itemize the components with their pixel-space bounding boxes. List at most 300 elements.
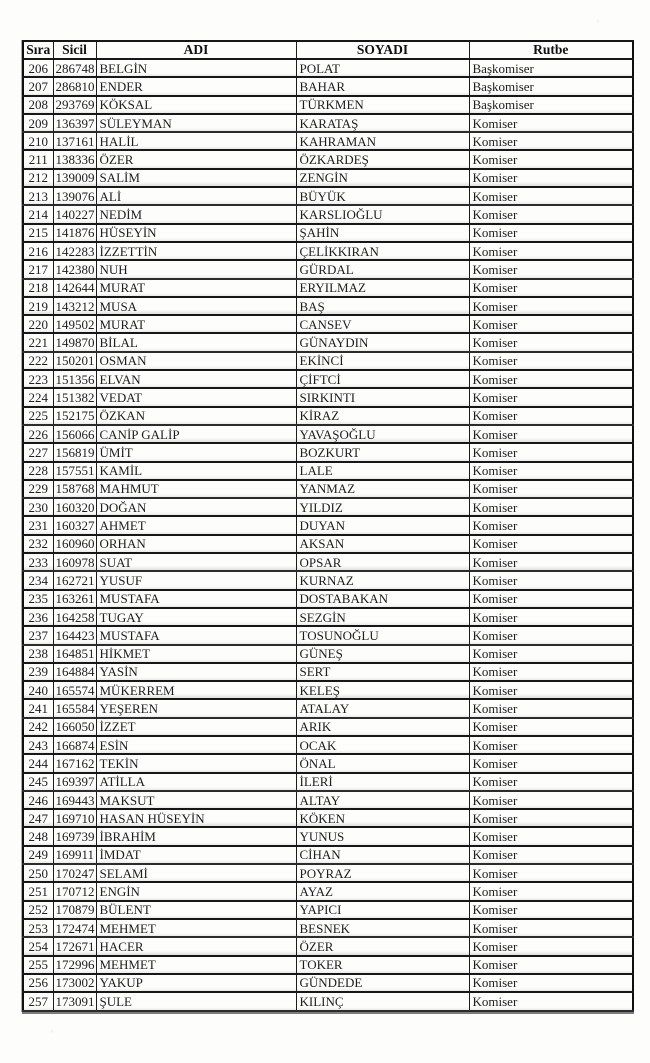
cell-sira: 224 <box>23 388 53 406</box>
cell-rutbe: Komiser <box>469 480 633 498</box>
cell-adi: MÜKERREM <box>96 681 296 699</box>
cell-sicil: 137161 <box>53 132 96 150</box>
table-row <box>23 827 633 845</box>
table-row <box>23 864 633 882</box>
cell-rutbe: Komiser <box>469 224 633 242</box>
cell-sira: 222 <box>23 352 53 370</box>
cell-sicil: 286810 <box>53 77 96 95</box>
cell-soyadi: DUYAN <box>296 516 469 534</box>
cell-adi: ESİN <box>96 736 296 754</box>
cell-soyadi: SEZGİN <box>296 608 469 626</box>
cell-sicil: 170712 <box>53 882 96 900</box>
cell-rutbe: Komiser <box>469 754 633 772</box>
cell-sira: 207 <box>23 77 53 95</box>
cell-soyadi: AKSAN <box>296 535 469 553</box>
cell-rutbe: Komiser <box>469 132 633 150</box>
cell-adi: YASİN <box>96 663 296 681</box>
cell-sicil: 150201 <box>53 352 96 370</box>
cell-soyadi: BÜYÜK <box>296 187 469 205</box>
cell-adi: MEHMET <box>96 919 296 937</box>
cell-sicil: 149870 <box>53 333 96 351</box>
cell-sira: 242 <box>23 718 53 736</box>
cell-soyadi: CİHAN <box>296 846 469 864</box>
cell-adi: MURAT <box>96 315 296 333</box>
cell-sira: 208 <box>23 96 53 114</box>
cell-soyadi: BESNEK <box>296 919 469 937</box>
table-row <box>23 937 633 955</box>
table-row <box>23 169 633 187</box>
cell-sira: 225 <box>23 407 53 425</box>
cell-sicil: 160327 <box>53 516 96 534</box>
cell-soyadi: GÜNAYDIN <box>296 333 469 351</box>
cell-sira: 229 <box>23 480 53 498</box>
cell-adi: HACER <box>96 937 296 955</box>
cell-adi: DOĞAN <box>96 498 296 516</box>
header-sira: Sıra <box>23 41 53 59</box>
cell-sicil: 162721 <box>53 571 96 589</box>
cell-rutbe: Komiser <box>469 498 633 516</box>
cell-adi: MUSTAFA <box>96 626 296 644</box>
cell-adi: İMDAT <box>96 846 296 864</box>
cell-sicil: 138336 <box>53 150 96 168</box>
cell-rutbe: Komiser <box>469 535 633 553</box>
cell-sira: 236 <box>23 608 53 626</box>
cell-adi: SELAMİ <box>96 864 296 882</box>
cell-rutbe: Komiser <box>469 114 633 132</box>
table-header <box>23 41 633 59</box>
cell-sicil: 165584 <box>53 699 96 717</box>
cell-rutbe: Komiser <box>469 827 633 845</box>
cell-sira: 257 <box>23 992 53 1011</box>
cell-sira: 212 <box>23 169 53 187</box>
cell-sira: 254 <box>23 937 53 955</box>
cell-soyadi: GÜNEŞ <box>296 645 469 663</box>
cell-rutbe: Komiser <box>469 425 633 443</box>
table-row <box>23 187 633 205</box>
cell-adi: MUSTAFA <box>96 590 296 608</box>
cell-adi: ALİ <box>96 187 296 205</box>
cell-soyadi: ÖZKARDEŞ <box>296 150 469 168</box>
table-row <box>23 352 633 370</box>
cell-rutbe: Komiser <box>469 809 633 827</box>
cell-adi: KAMİL <box>96 462 296 480</box>
cell-adi: İZZETTİN <box>96 242 296 260</box>
cell-rutbe: Komiser <box>469 315 633 333</box>
table-row <box>23 114 633 132</box>
cell-soyadi: OPSAR <box>296 553 469 571</box>
cell-soyadi: KILINÇ <box>296 992 469 1011</box>
table-row <box>23 681 633 699</box>
cell-sicil: 139076 <box>53 187 96 205</box>
cell-sira: 246 <box>23 791 53 809</box>
cell-sicil: 169443 <box>53 791 96 809</box>
cell-rutbe: Komiser <box>469 297 633 315</box>
table-row <box>23 224 633 242</box>
cell-rutbe: Komiser <box>469 333 633 351</box>
cell-sira: 253 <box>23 919 53 937</box>
cell-adi: MEHMET <box>96 956 296 974</box>
cell-rutbe: Komiser <box>469 608 633 626</box>
cell-rutbe: Komiser <box>469 718 633 736</box>
cell-sira: 226 <box>23 425 53 443</box>
cell-sira: 218 <box>23 279 53 297</box>
table-row <box>23 480 633 498</box>
cell-adi: BELGİN <box>96 59 296 77</box>
cell-sicil: 173091 <box>53 992 96 1011</box>
cell-adi: CANİP GALİP <box>96 425 296 443</box>
cell-sira: 206 <box>23 59 53 77</box>
cell-rutbe: Başkomiser <box>469 59 633 77</box>
cell-adi: MURAT <box>96 279 296 297</box>
table-row <box>23 443 633 461</box>
cell-adi: ENDER <box>96 77 296 95</box>
cell-adi: VEDAT <box>96 388 296 406</box>
cell-adi: ŞULE <box>96 992 296 1011</box>
cell-adi: MUSA <box>96 297 296 315</box>
cell-soyadi: TOKER <box>296 956 469 974</box>
table-row <box>23 242 633 260</box>
header-rutbe: Rutbe <box>469 41 633 59</box>
cell-sicil: 160960 <box>53 535 96 553</box>
table-row <box>23 882 633 900</box>
cell-rutbe: Komiser <box>469 443 633 461</box>
cell-soyadi: ZENGİN <box>296 169 469 187</box>
table-row <box>23 571 633 589</box>
table-row <box>23 846 633 864</box>
cell-sira: 255 <box>23 956 53 974</box>
cell-sicil: 156066 <box>53 425 96 443</box>
table-body <box>23 59 633 1011</box>
cell-soyadi: KARATAŞ <box>296 114 469 132</box>
cell-soyadi: ERYILMAZ <box>296 279 469 297</box>
cell-sira: 245 <box>23 773 53 791</box>
table-row <box>23 773 633 791</box>
cell-sicil: 164258 <box>53 608 96 626</box>
cell-adi: SALİM <box>96 169 296 187</box>
cell-sira: 256 <box>23 974 53 992</box>
cell-adi: ATİLLA <box>96 773 296 791</box>
cell-sira: 235 <box>23 590 53 608</box>
table-row <box>23 388 633 406</box>
cell-rutbe: Komiser <box>469 407 633 425</box>
cell-rutbe: Komiser <box>469 169 633 187</box>
cell-soyadi: ÖNAL <box>296 754 469 772</box>
cell-sira: 215 <box>23 224 53 242</box>
cell-sicil: 169397 <box>53 773 96 791</box>
cell-soyadi: GÜRDAL <box>296 260 469 278</box>
cell-sicil: 166050 <box>53 718 96 736</box>
cell-sira: 227 <box>23 443 53 461</box>
table-row <box>23 919 633 937</box>
table-row <box>23 626 633 644</box>
table-row <box>23 553 633 571</box>
table-row <box>23 77 633 95</box>
cell-soyadi: BAŞ <box>296 297 469 315</box>
cell-soyadi: SERT <box>296 663 469 681</box>
table-row <box>23 992 633 1011</box>
cell-rutbe: Komiser <box>469 388 633 406</box>
cell-adi: HİKMET <box>96 645 296 663</box>
cell-rutbe: Komiser <box>469 242 633 260</box>
cell-rutbe: Komiser <box>469 626 633 644</box>
cell-sicil: 170247 <box>53 864 96 882</box>
cell-adi: MAHMUT <box>96 480 296 498</box>
cell-rutbe: Komiser <box>469 663 633 681</box>
cell-sicil: 142644 <box>53 279 96 297</box>
cell-sira: 238 <box>23 645 53 663</box>
cell-adi: SÜLEYMAN <box>96 114 296 132</box>
table-row <box>23 663 633 681</box>
cell-sicil: 172474 <box>53 919 96 937</box>
cell-sira: 244 <box>23 754 53 772</box>
cell-sira: 216 <box>23 242 53 260</box>
cell-soyadi: ÇİFTCİ <box>296 370 469 388</box>
cell-sicil: 166874 <box>53 736 96 754</box>
cell-soyadi: ÖZER <box>296 937 469 955</box>
cell-rutbe: Komiser <box>469 370 633 388</box>
table-row <box>23 333 633 351</box>
cell-soyadi: YAVAŞOĞLU <box>296 425 469 443</box>
table-row <box>23 699 633 717</box>
cell-sicil: 163261 <box>53 590 96 608</box>
personnel-table <box>22 40 634 1012</box>
cell-soyadi: YUNUS <box>296 827 469 845</box>
cell-rutbe: Komiser <box>469 882 633 900</box>
cell-soyadi: YANMAZ <box>296 480 469 498</box>
cell-soyadi: ÇELİKKIRAN <box>296 242 469 260</box>
table-row <box>23 791 633 809</box>
cell-sicil: 165574 <box>53 681 96 699</box>
cell-adi: YEŞEREN <box>96 699 296 717</box>
cell-adi: İBRAHİM <box>96 827 296 845</box>
table-row <box>23 132 633 150</box>
header-adi: ADI <box>96 41 296 59</box>
cell-sira: 213 <box>23 187 53 205</box>
cell-sicil: 172996 <box>53 956 96 974</box>
cell-soyadi: KARSLIOĞLU <box>296 205 469 223</box>
cell-adi: ENGİN <box>96 882 296 900</box>
cell-rutbe: Komiser <box>469 590 633 608</box>
table-row <box>23 96 633 114</box>
cell-sira: 228 <box>23 462 53 480</box>
cell-soyadi: KİRAZ <box>296 407 469 425</box>
cell-rutbe: Komiser <box>469 462 633 480</box>
cell-soyadi: LALE <box>296 462 469 480</box>
cell-adi: TEKİN <box>96 754 296 772</box>
cell-sira: 211 <box>23 150 53 168</box>
cell-sicil: 293769 <box>53 96 96 114</box>
cell-soyadi: KELEŞ <box>296 681 469 699</box>
cell-soyadi: TÜRKMEN <box>296 96 469 114</box>
cell-adi: ÖZER <box>96 150 296 168</box>
cell-sicil: 140227 <box>53 205 96 223</box>
table-row <box>23 150 633 168</box>
cell-sira: 232 <box>23 535 53 553</box>
cell-soyadi: KURNAZ <box>296 571 469 589</box>
cell-adi: AHMET <box>96 516 296 534</box>
cell-adi: ORHAN <box>96 535 296 553</box>
table-row <box>23 260 633 278</box>
header-row <box>23 41 633 59</box>
cell-sira: 252 <box>23 901 53 919</box>
table-row <box>23 809 633 827</box>
cell-sicil: 173002 <box>53 974 96 992</box>
cell-adi: OSMAN <box>96 352 296 370</box>
cell-sicil: 156819 <box>53 443 96 461</box>
cell-adi: ÖZKAN <box>96 407 296 425</box>
cell-sicil: 286748 <box>53 59 96 77</box>
cell-sicil: 160320 <box>53 498 96 516</box>
cell-rutbe: Başkomiser <box>469 96 633 114</box>
cell-adi: SUAT <box>96 553 296 571</box>
cell-adi: BİLAL <box>96 333 296 351</box>
cell-sira: 219 <box>23 297 53 315</box>
cell-sira: 220 <box>23 315 53 333</box>
cell-sira: 210 <box>23 132 53 150</box>
cell-sira: 241 <box>23 699 53 717</box>
cell-sira: 240 <box>23 681 53 699</box>
cell-sira: 221 <box>23 333 53 351</box>
cell-adi: NEDİM <box>96 205 296 223</box>
cell-adi: HALİL <box>96 132 296 150</box>
cell-sira: 248 <box>23 827 53 845</box>
header-sicil: Sicil <box>53 41 96 59</box>
cell-sicil: 142283 <box>53 242 96 260</box>
table-row <box>23 297 633 315</box>
cell-sira: 209 <box>23 114 53 132</box>
cell-sira: 231 <box>23 516 53 534</box>
cell-sicil: 170879 <box>53 901 96 919</box>
cell-soyadi: GÜNDEDE <box>296 974 469 992</box>
cell-rutbe: Komiser <box>469 773 633 791</box>
table-row <box>23 754 633 772</box>
cell-soyadi: TOSUNOĞLU <box>296 626 469 644</box>
cell-sira: 250 <box>23 864 53 882</box>
table-row <box>23 279 633 297</box>
cell-sira: 234 <box>23 571 53 589</box>
cell-sicil: 142380 <box>53 260 96 278</box>
cell-adi: ELVAN <box>96 370 296 388</box>
cell-rutbe: Komiser <box>469 150 633 168</box>
cell-soyadi: ARIK <box>296 718 469 736</box>
cell-sicil: 164851 <box>53 645 96 663</box>
cell-adi: HÜSEYİN <box>96 224 296 242</box>
cell-rutbe: Komiser <box>469 846 633 864</box>
table-row <box>23 59 633 77</box>
cell-adi: KÖKSAL <box>96 96 296 114</box>
cell-soyadi: POYRAZ <box>296 864 469 882</box>
cell-sira: 247 <box>23 809 53 827</box>
cell-adi: BÜLENT <box>96 901 296 919</box>
cell-sicil: 149502 <box>53 315 96 333</box>
cell-sira: 249 <box>23 846 53 864</box>
cell-sira: 230 <box>23 498 53 516</box>
cell-soyadi: CANSEV <box>296 315 469 333</box>
cell-sicil: 169710 <box>53 809 96 827</box>
cell-soyadi: BOZKURT <box>296 443 469 461</box>
cell-adi: HASAN HÜSEYİN <box>96 809 296 827</box>
table-row <box>23 407 633 425</box>
cell-sicil: 169739 <box>53 827 96 845</box>
cell-soyadi: YAPICI <box>296 901 469 919</box>
table-row <box>23 535 633 553</box>
table-row <box>23 370 633 388</box>
cell-sicil: 141876 <box>53 224 96 242</box>
cell-sicil: 172671 <box>53 937 96 955</box>
cell-rutbe: Komiser <box>469 205 633 223</box>
cell-adi: İZZET <box>96 718 296 736</box>
cell-sira: 243 <box>23 736 53 754</box>
cell-soyadi: DOSTABAKAN <box>296 590 469 608</box>
cell-soyadi: YILDIZ <box>296 498 469 516</box>
cell-rutbe: Komiser <box>469 553 633 571</box>
table-row <box>23 315 633 333</box>
table-row <box>23 590 633 608</box>
cell-rutbe: Komiser <box>469 864 633 882</box>
table-row <box>23 425 633 443</box>
cell-adi: ÜMİT <box>96 443 296 461</box>
cell-adi: NUH <box>96 260 296 278</box>
table-row <box>23 608 633 626</box>
cell-rutbe: Başkomiser <box>469 77 633 95</box>
cell-soyadi: AYAZ <box>296 882 469 900</box>
cell-rutbe: Komiser <box>469 919 633 937</box>
cell-sicil: 136397 <box>53 114 96 132</box>
cell-sicil: 139009 <box>53 169 96 187</box>
cell-rutbe: Komiser <box>469 260 633 278</box>
cell-soyadi: İLERİ <box>296 773 469 791</box>
cell-sira: 239 <box>23 663 53 681</box>
table-row <box>23 974 633 992</box>
cell-soyadi: ALTAY <box>296 791 469 809</box>
cell-sicil: 167162 <box>53 754 96 772</box>
cell-sicil: 151382 <box>53 388 96 406</box>
cell-sira: 223 <box>23 370 53 388</box>
table-row <box>23 901 633 919</box>
cell-rutbe: Komiser <box>469 645 633 663</box>
cell-rutbe: Komiser <box>469 187 633 205</box>
cell-sicil: 160978 <box>53 553 96 571</box>
cell-sicil: 164423 <box>53 626 96 644</box>
cell-soyadi: EKİNCİ <box>296 352 469 370</box>
cell-sicil: 169911 <box>53 846 96 864</box>
cell-sicil: 152175 <box>53 407 96 425</box>
cell-rutbe: Komiser <box>469 901 633 919</box>
table-row <box>23 498 633 516</box>
cell-rutbe: Komiser <box>469 736 633 754</box>
table-row <box>23 736 633 754</box>
cell-sicil: 143212 <box>53 297 96 315</box>
cell-soyadi: POLAT <box>296 59 469 77</box>
cell-soyadi: KAHRAMAN <box>296 132 469 150</box>
cell-rutbe: Komiser <box>469 992 633 1011</box>
cell-sicil: 164884 <box>53 663 96 681</box>
table-row <box>23 462 633 480</box>
cell-adi: YAKUP <box>96 974 296 992</box>
cell-rutbe: Komiser <box>469 956 633 974</box>
cell-rutbe: Komiser <box>469 352 633 370</box>
cell-sira: 237 <box>23 626 53 644</box>
cell-sira: 214 <box>23 205 53 223</box>
cell-rutbe: Komiser <box>469 571 633 589</box>
table-row <box>23 645 633 663</box>
cell-adi: MAKSUT <box>96 791 296 809</box>
table-row <box>23 205 633 223</box>
cell-rutbe: Komiser <box>469 279 633 297</box>
cell-soyadi: ATALAY <box>296 699 469 717</box>
table-row <box>23 516 633 534</box>
table-row <box>23 718 633 736</box>
